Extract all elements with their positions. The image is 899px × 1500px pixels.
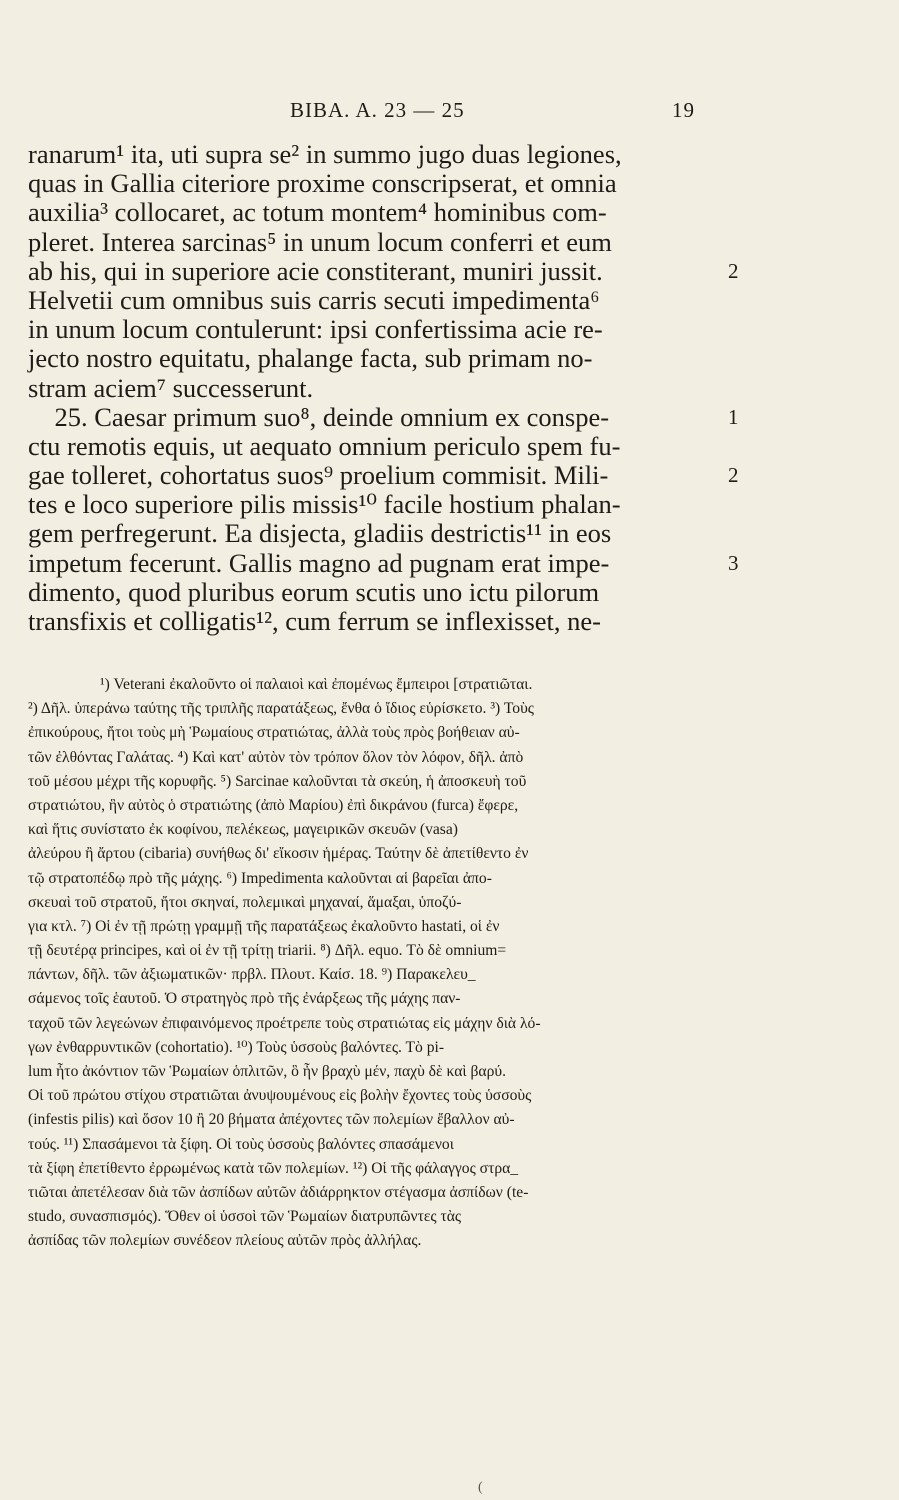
main-text-line — [28, 344, 718, 373]
main-text-line — [28, 315, 718, 344]
footnote-line: ¹) Veterani ἐκαλοῦντο οἱ παλαιοὶ καὶ ἐπομένως ἔμπειροι [στρατιῶται. — [100, 676, 533, 693]
main-text-line — [28, 490, 718, 519]
main-text-line-content: jecto nostro equitatu, phalange facta, sub primam no- — [28, 343, 593, 374]
footnote-line: ταχοῦ τῶν λεγεώνων ἐπιφαινόμενος προέτρεπε τοὺς στρατιώτας εἰς μάχην διὰ λό- — [28, 1014, 541, 1032]
footnote-line: ἀλεύρου ἢ ἄρτου (cibaria) συνήθως δι' εἴκοσιν ἡμέρας. Ταύτην δὲ ἀπετίθεντο ἐν — [28, 845, 529, 863]
footnote-line: ²) Δῆλ. ὑπεράνω ταύτης τῆς τριπλῆς παρατάξεως, ἔνθα ὁ ἴδιος εὑρίσκετο. ³) Τοὺς — [28, 700, 534, 718]
page-header — [0, 98, 899, 128]
footnote-line: στρατιώτου, ἣν αὐτὸς ὁ στρατιώτης (ἀπὸ Μαρίου) ἐπὶ δικράνου (furca) ἔφερε, — [28, 796, 519, 814]
main-text-line — [28, 519, 718, 548]
main-text-line — [28, 169, 718, 198]
footnote-line: τῇ δευτέρᾳ principes, καὶ οἱ ἐν τῇ τρίτῃ triarii. ⁸) Δῆλ. equo. Τὸ δὲ omnium= — [28, 942, 507, 960]
footnote-line: καὶ ἥτις συνίστατο ἐκ κοφίνου, πελέκεως, μαγειρικῶν σκευῶν (vasa) — [28, 821, 458, 839]
footnote-line: για κτλ. ⁷) Οἱ ἐν τῇ πρώτῃ γραμμῇ τῆς παρατάξεως ἐκαλοῦντο hastati, οἱ ἐν — [28, 917, 500, 935]
main-text-line-content: ab his, qui in superiore acie constiterant, muniri jussit. — [28, 255, 603, 286]
main-text-line-content: impetum fecerunt. Gallis magno ad pugnam erat impe- — [28, 547, 610, 578]
main-text-line — [28, 432, 718, 461]
margin-paragraph-number: 2 — [728, 258, 739, 283]
footnote-line: τοῦ μέσου μέχρι τῆς κορυφῆς. ⁵) Sarcinae καλοῦνται τὰ σκεύη, ἡ ἀποσκευὴ τοῦ — [28, 772, 527, 790]
main-text-line — [28, 374, 718, 403]
main-text-line-content: gem perfregerunt. Ea disjecta, gladiis destrictis¹¹ in eos — [28, 518, 612, 549]
main-text-line — [28, 401, 739, 432]
footnote-line: τὰ ξίφη ἐπετίθεντο ἐρρωμένως κατὰ τῶν πολεμίων. ¹²) Οἱ τῆς φάλαγγος στρα_ — [28, 1159, 519, 1177]
footnote-line: studo, συνασπισμός). Ὅθεν οἱ ὑσσοὶ τῶν Ῥωμαίων διατρυπῶντες τὰς — [28, 1208, 462, 1226]
main-text-line-content: quas in Gallia citeriore proxime conscripserat, et omnia — [28, 168, 617, 199]
main-text-line — [28, 547, 739, 578]
footnote-line: lum ἦτο ἀκόντιον τῶν Ῥωμαίων ὁπλιτῶν, ὃ ἦν βραχὺ μέν, παχὺ δὲ καὶ βαρύ. — [28, 1063, 506, 1080]
main-text-line — [28, 140, 718, 169]
main-text — [28, 139, 739, 636]
main-text-line-content: in unum locum contulerunt: ipsi confertissima acie re- — [28, 314, 603, 345]
main-text-line — [28, 255, 739, 286]
main-text-line — [28, 607, 718, 636]
running-head: BIBA. A. 23 — 25 — [290, 98, 465, 122]
footnote-line: ἐπικούρους, ἤτοι τοὺς μὴ Ῥωμαίους στρατιώτας, ἀλλὰ τοὺς πρὸς βοήθειαν αὐ- — [28, 724, 520, 742]
main-text-line-content: tes e loco superiore pilis missis¹⁰ facile hostium phalan- — [28, 489, 621, 520]
footnote-line: τιῶται ἀπετέλεσαν διὰ τῶν ἀσπίδων αὐτῶν ἀδιάρρηκτον στέγασμα ἀσπίδων (te- — [28, 1183, 529, 1201]
main-text-line-content: gae tolleret, cohortatus suos⁹ proelium commisit. Mili- — [28, 460, 609, 491]
main-text-line-content: pleret. Interea sarcinas⁵ in unum locum conferri et eum — [28, 226, 612, 257]
footnote-line: πάντων, δῆλ. τῶν ἀξιωματικῶν· πρβλ. Πλουτ. Καίσ. 18. ⁹) Παρακελευ_ — [28, 966, 476, 984]
main-text-line-content: ctu remotis equis, ut aequato omnium periculo spem fu- — [28, 430, 621, 461]
page-number: 19 — [672, 98, 695, 122]
main-text-line — [28, 460, 739, 491]
footnote-line: τῶν ἐλθόντας Γαλάτας. ⁴) Καὶ κατ' αὐτὸν τὸν τρόπον ὅλον τὸν λόφον, δῆλ. ἀπὸ — [28, 748, 524, 766]
footnote-line: γων ἐνθαρρυντικῶν (cohortatio). ¹⁰) Τοὺς ὑσσοὺς βαλόντες. Τὸ pi- — [28, 1038, 445, 1056]
footnote-line: σκευαὶ τοῦ στρατοῦ, ἤτοι σκηναί, πολεμικαὶ μηχαναί, ἅμαξαι, ὑποζύ- — [28, 893, 462, 911]
bottom-mark: ( — [478, 1480, 483, 1495]
footnote-line: σάμενος τοῖς ἑαυτοῦ. Ὁ στρατηγὸς πρὸ τῆς ἐνάρξεως τῆς μάχης παν- — [28, 990, 461, 1008]
main-text-line — [28, 578, 718, 607]
main-text-line — [28, 228, 718, 257]
footnote-line: ἀσπίδας τῶν πολεμίων συνέδεον πλείους αὐτῶν πρὸς ἀλλήλας. — [28, 1232, 422, 1250]
main-text-line-content: 25. Caesar primum suo⁸, deinde omnium ex conspe- — [28, 401, 610, 432]
main-text-line-content: dimento, quod pluribus eorum scutis uno ictu pilorum — [28, 576, 600, 607]
footnote-line: Οἱ τοῦ πρώτου στίχου στρατιῶται ἀνυψουμένους εἰς βολὴν ἔχοντες τοὺς ὑσσοὺς — [28, 1087, 532, 1105]
main-text-line — [28, 286, 718, 315]
main-text-line-content: auxilia³ collocaret, ac totum montem⁴ hominibus com- — [28, 197, 607, 228]
footnote-line: τούς. ¹¹) Σπασάμενοι τὰ ξίφη. Οἱ τοὺς ὑσσοὺς βαλόντες σπασάμενοι — [28, 1135, 454, 1153]
margin-paragraph-number: 2 — [728, 463, 739, 488]
main-text-line-content: ranarum¹ ita, uti supra se² in summo jugo duas legiones, — [28, 139, 622, 169]
footnote-line: (infestis pilis) καὶ ὅσον 10 ἢ 20 βήματα ἀπέχοντες τῶν πολεμίων ἔβαλλον αὐ- — [28, 1111, 515, 1129]
main-text-line — [28, 198, 718, 227]
main-text-line-content: transfixis et colligatis¹², cum ferrum se inflexisset, ne- — [28, 606, 601, 636]
main-text-line-content: stram aciem⁷ successerunt. — [28, 372, 314, 403]
margin-paragraph-number: 3 — [728, 550, 739, 575]
margin-paragraph-number: 1 — [728, 404, 739, 429]
footnote-line: τῷ στρατοπέδῳ πρὸ τῆς μάχης. ⁶) Impedimenta καλοῦνται αἱ βαρεῖαι ἀπο- — [28, 869, 492, 887]
main-text-line-content: Helvetii cum omnibus suis carris secuti impedimenta⁶ — [28, 284, 600, 315]
footnotes — [28, 673, 718, 1254]
